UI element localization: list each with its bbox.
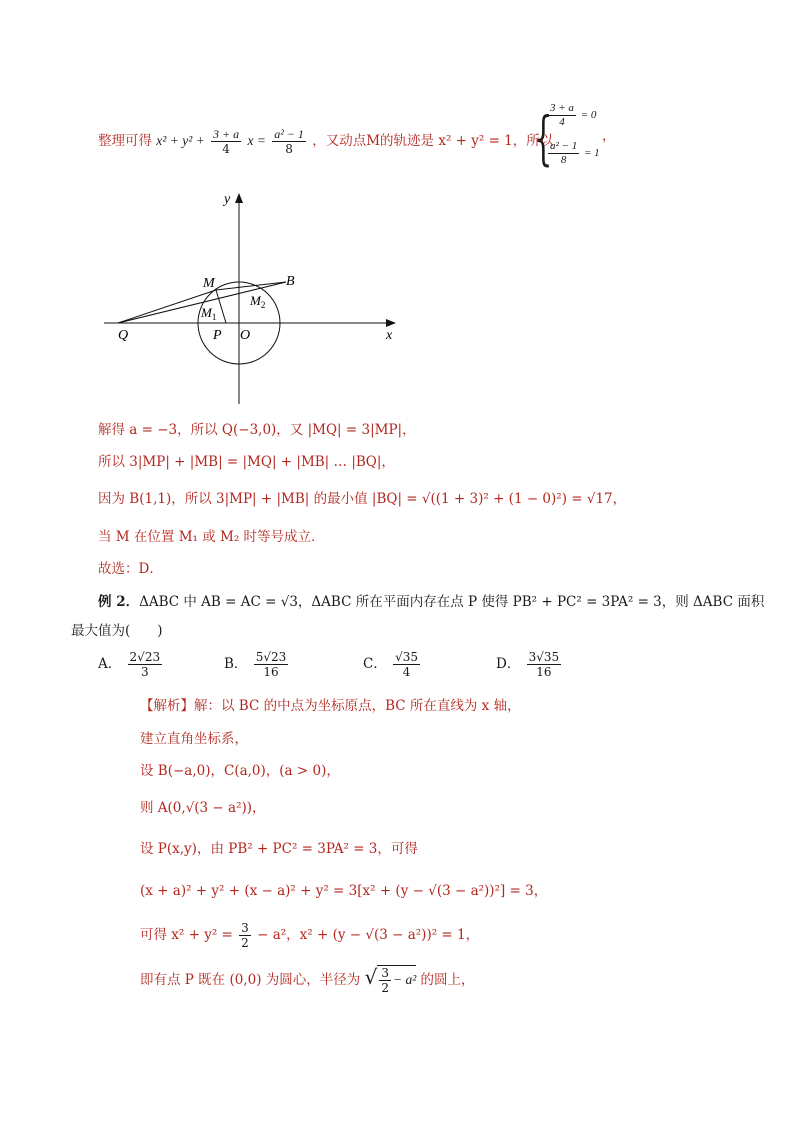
analysis-l1: 解：以 BC 的中点为坐标原点，BC 所在直线为 x 轴， bbox=[194, 698, 521, 714]
system-row-2-num: a² − 1 bbox=[550, 140, 578, 152]
option-C-letter: C． bbox=[363, 656, 387, 672]
intro-end: ， bbox=[602, 128, 616, 144]
option-A-num: 2√23 bbox=[129, 650, 161, 664]
intro-eq-mid: x = bbox=[247, 133, 266, 148]
analysis-tag: 【解析】 bbox=[140, 698, 194, 714]
option-D[interactable] bbox=[496, 650, 563, 679]
option-C-den: 4 bbox=[402, 665, 411, 679]
example2-label: 例 2． bbox=[98, 594, 140, 610]
analysis-l7a: 可得 x² + y² = bbox=[140, 927, 233, 943]
label-M1-letter: M bbox=[201, 305, 212, 320]
analysis-l7-num: 3 bbox=[241, 921, 249, 935]
analysis-l8b: 的圆上， bbox=[420, 972, 475, 988]
analysis-l8-tail: − a² bbox=[392, 972, 417, 987]
label-x: x bbox=[386, 328, 393, 343]
solution-line-4: 当 M 在位置 M₁ 或 M₂ 时等号成立． bbox=[98, 529, 325, 545]
analysis-l7-den: 2 bbox=[241, 936, 249, 950]
label-y: y bbox=[224, 192, 231, 207]
example2-stem-2: 最大值为( ) bbox=[71, 623, 163, 639]
system-row-2-den: 8 bbox=[560, 154, 567, 166]
label-M1-sub: 1 bbox=[211, 312, 217, 322]
option-C[interactable] bbox=[363, 650, 422, 679]
option-C-num: √35 bbox=[395, 650, 419, 664]
segment-MB bbox=[216, 282, 286, 290]
intro-frac-2-den: 8 bbox=[285, 142, 293, 156]
analysis-line-4: 则 A(0,√(3 − a²))， bbox=[140, 800, 266, 816]
option-B-letter: B． bbox=[224, 656, 248, 672]
analysis-line-1 bbox=[140, 697, 521, 715]
intro-trail: ，又动点M的轨迹是 x² + y² = 1，所以 bbox=[312, 133, 554, 149]
intro-frac-1-num: 3 + a bbox=[213, 127, 240, 141]
intro-frac-1-den: 4 bbox=[222, 142, 230, 156]
analysis-line-6: (x + a)² + y² + (x − a)² + y² = 3[x² + (y − √(3 − a²))²] = 3， bbox=[140, 883, 548, 899]
example2-stem-1: ΔABC 中 AB = AC = √3，ΔABC 所在平面内存在点 P 使得 PB² + PC² = 3PA² = 3，则 ΔABC 面积 bbox=[139, 594, 765, 610]
x-axis-arrow bbox=[386, 319, 396, 327]
label-P: P bbox=[213, 328, 222, 343]
example2-stem-line-1 bbox=[98, 593, 764, 611]
label-B: B bbox=[286, 274, 295, 289]
solution-line-1: 解得 a = −3，所以 Q(−3,0)，又 |MQ| = 3|MP|， bbox=[98, 422, 416, 438]
intro-frac-2-num: a² − 1 bbox=[274, 127, 304, 141]
option-B-den: 16 bbox=[263, 665, 279, 679]
solution-line-3: 因为 B(1,1)，所以 3|MP| + |MB| 的最小值 |BQ| = √((1 + 3)² + (1 − 0)²) = √17， bbox=[98, 491, 627, 507]
y-axis-arrow bbox=[235, 193, 243, 203]
analysis-l8-den: 2 bbox=[381, 981, 389, 995]
intro-lead: 整理可得 bbox=[98, 133, 152, 149]
analysis-line-8 bbox=[140, 965, 475, 995]
option-D-letter: D． bbox=[496, 656, 521, 672]
intro-eq-left: x² + y² + bbox=[156, 133, 205, 148]
analysis-line-7 bbox=[140, 921, 479, 950]
system-row-1-rhs: = 0 bbox=[580, 109, 597, 122]
option-A-letter: A． bbox=[98, 656, 122, 672]
solution-line-5: 故选：D． bbox=[98, 561, 163, 577]
system-row-2-rhs: = 1 bbox=[583, 147, 600, 160]
analysis-line-2: 建立直角坐标系， bbox=[140, 731, 248, 747]
analysis-l8-num: 3 bbox=[381, 966, 389, 980]
label-Q: Q bbox=[118, 328, 129, 343]
option-D-den: 16 bbox=[536, 665, 552, 679]
option-D-num: 3√35 bbox=[528, 650, 560, 664]
label-M2-letter: M bbox=[250, 293, 261, 308]
system-row-1-num: 3 + a bbox=[550, 102, 574, 114]
sqrt-sign: √ bbox=[364, 965, 378, 989]
label-M1 bbox=[200, 305, 216, 322]
analysis-l7b: − a²，x² + (y − √(3 − a²))² = 1， bbox=[257, 927, 480, 943]
sqrt-content bbox=[377, 965, 416, 995]
analysis-l8a: 即有点 P 既在 (0,0) 为圆心，半径为 bbox=[140, 972, 361, 988]
brace-glyph: { bbox=[534, 104, 553, 172]
system-row-1-den: 4 bbox=[559, 116, 565, 128]
label-M: M bbox=[203, 276, 215, 291]
option-B[interactable] bbox=[224, 650, 290, 679]
option-B-num: 5√23 bbox=[255, 650, 287, 664]
analysis-line-3: 设 B(−a,0)，C(a,0)，(a > 0)， bbox=[140, 763, 340, 779]
solution-line-2: 所以 3|MP| + |MB| = |MQ| + |MB| … |BQ|， bbox=[98, 454, 395, 470]
segment-MP bbox=[216, 290, 226, 323]
label-M2-sub: 2 bbox=[260, 300, 266, 310]
option-A-den: 3 bbox=[141, 665, 149, 679]
label-M2 bbox=[249, 293, 265, 310]
option-A[interactable] bbox=[98, 650, 164, 679]
analysis-line-5: 设 P(x,y)，由 PB² + PC² = 3PA² = 3，可得 bbox=[140, 841, 418, 857]
label-O: O bbox=[240, 328, 251, 343]
